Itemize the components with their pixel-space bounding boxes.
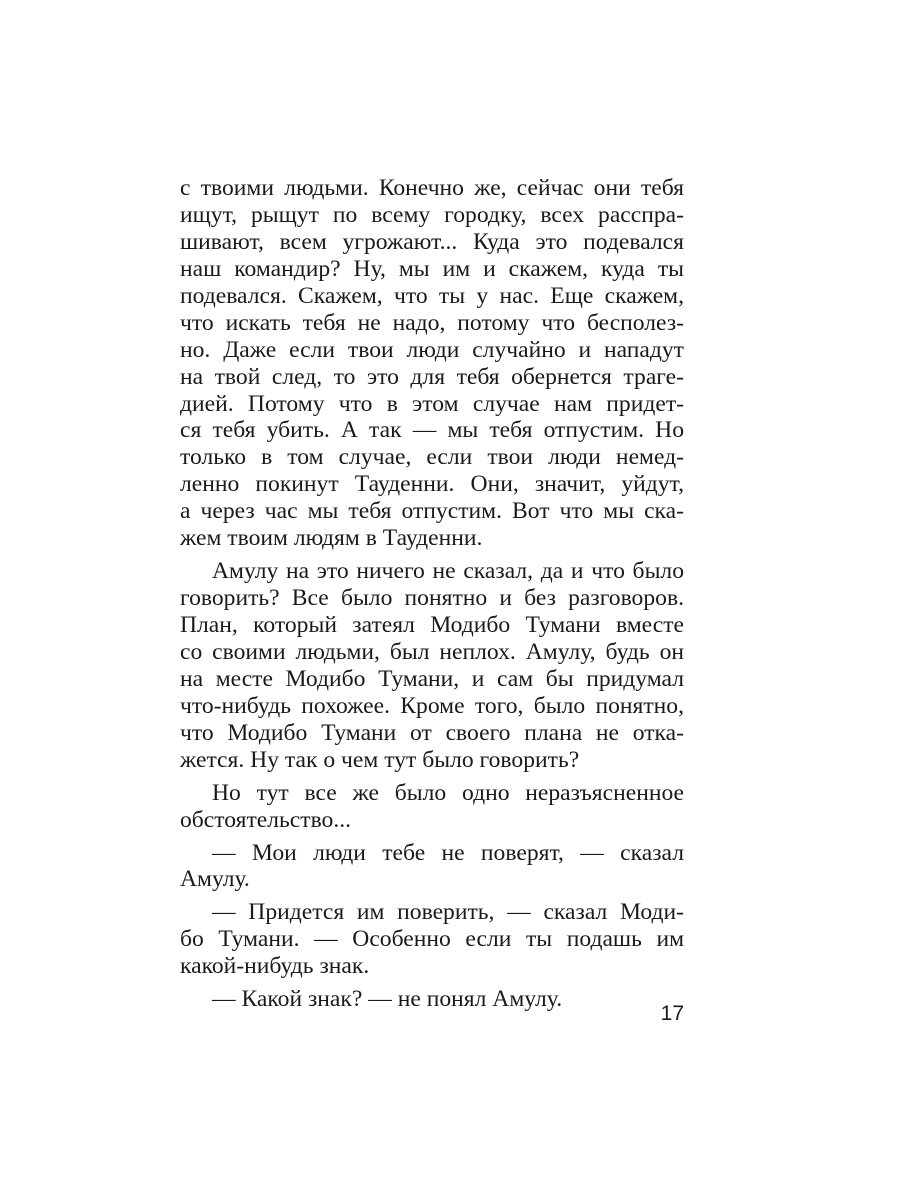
- text-line: Амулу.: [180, 866, 250, 893]
- text-line: на твой след, то это для тебя обернется траге-: [180, 363, 684, 390]
- text-line: что Модибо Тумани от своего плана не отка-: [180, 719, 684, 746]
- text-line: жем твоим людям в Тауденни.: [180, 525, 483, 552]
- text-line: жется. Ну так о чем тут было говорить?: [180, 746, 580, 773]
- paragraph: [180, 780, 684, 834]
- text-line: дией. Потому что в этом случае нам придет-: [180, 390, 684, 417]
- text-line: План, который затеял Модибо Тумани вместе: [180, 612, 684, 638]
- text-line: наш командир? Ну, мы им и скажем, куда ты: [180, 255, 684, 282]
- text-line: ся тебя убить. А так — мы тебя отпустим. Но: [180, 417, 684, 444]
- text-line: но. Даже если твои люди случайно и нападут: [180, 336, 684, 363]
- text-line: бо Тумани. — Особенно если ты подашь им: [180, 926, 684, 953]
- paragraph: [180, 899, 684, 980]
- text-line: — Какой знак? — не понял Амулу.: [212, 986, 563, 1013]
- text-line: с твоими людьми. Конечно же, сейчас они тебя: [180, 175, 684, 201]
- text-line: обстоятельство...: [180, 806, 352, 833]
- text-line: какой-нибудь знак.: [180, 953, 370, 980]
- text-line: а через час мы тебя отпустим. Вот что мы ска-: [180, 498, 684, 525]
- text-line: подевался. Скажем, что ты у нас. Еще скажем,: [180, 282, 684, 309]
- text-line: ленно покинут Тауденни. Они, значит, уйдут,: [180, 471, 684, 498]
- text-line: только в том случае, если твои люди немед-: [180, 444, 684, 471]
- text-line: со своими людьми, был неплох. Амулу, будь он: [180, 638, 684, 665]
- text-line: — Придется им поверить, — сказал Моди-: [212, 899, 684, 926]
- paragraph: [180, 840, 684, 894]
- paragraph: [180, 175, 684, 552]
- page-number: 17: [660, 1002, 684, 1025]
- paragraph: [180, 986, 684, 1013]
- text-line: шивают, всем угрожают... Куда это подевался: [180, 228, 684, 255]
- text-line: ищут, рыщут по всему городку, всех расспра-: [180, 201, 684, 228]
- text-line: что искать тебя не надо, потому что бесполез-: [180, 309, 684, 336]
- text-line: Амулу на это ничего не сказал, да и что было: [212, 558, 684, 585]
- paragraph: [180, 558, 684, 774]
- body-text: [180, 175, 684, 1013]
- text-line: что-нибудь похожее. Кроме того, было понятно,: [180, 692, 684, 719]
- text-line: Но тут все же было одно неразъясненное: [212, 779, 684, 806]
- text-line: говорить? Все было понятно и без разговоров.: [180, 585, 684, 612]
- text-line: на месте Модибо Тумани, и сам бы придумал: [180, 665, 684, 692]
- text-line: — Мои люди тебе не поверят, — сказал: [212, 839, 684, 866]
